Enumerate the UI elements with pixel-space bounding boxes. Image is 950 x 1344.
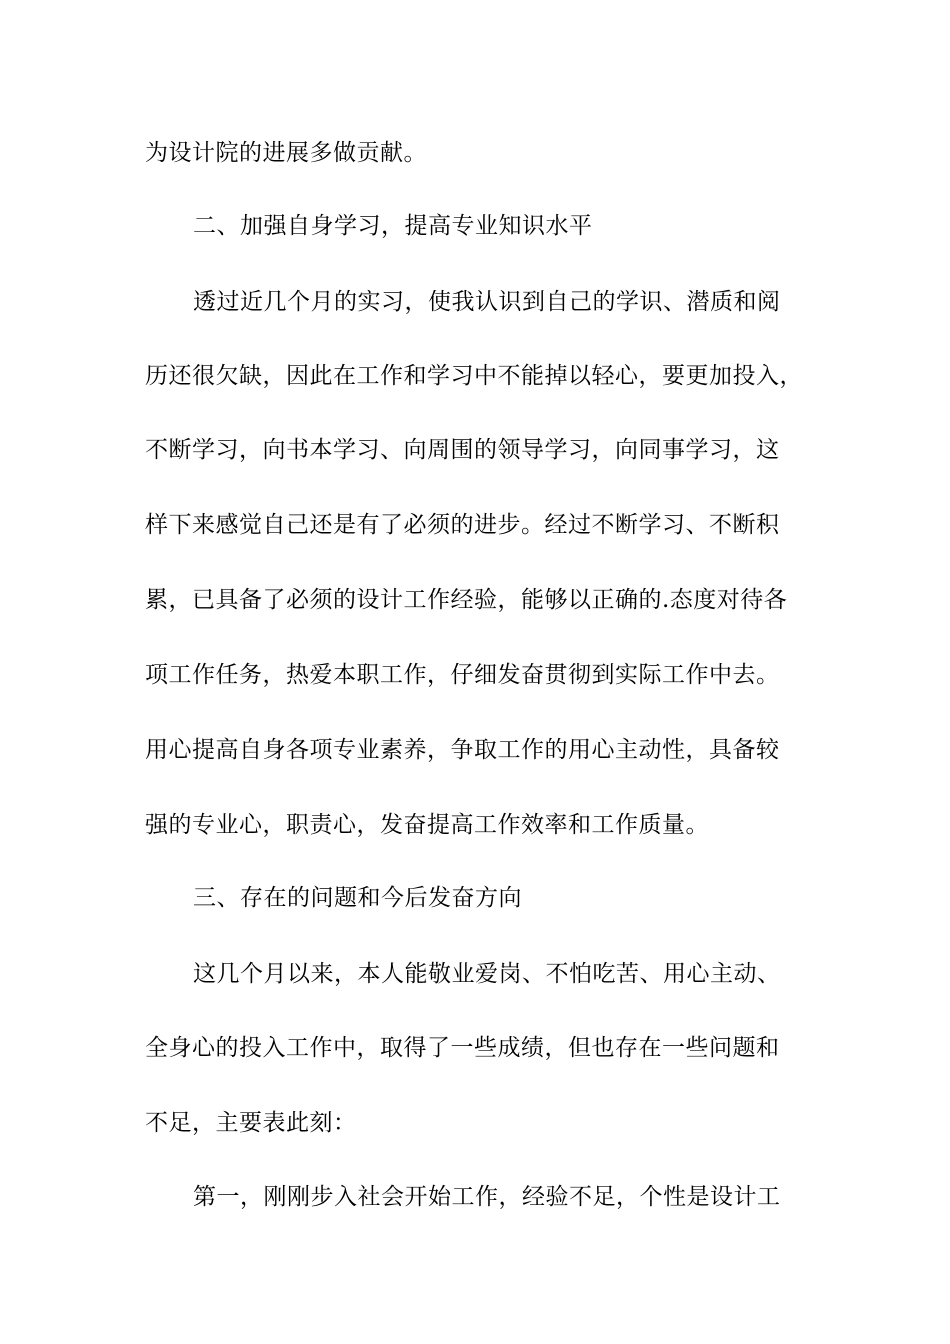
paragraph-line: 历还很欠缺，因此在工作和学习中不能掉以轻心，要更加投入， (145, 363, 803, 389)
paragraph-line: 这几个月以来，本人能敬业爱岗、不怕吃苦、用心主动、 (193, 961, 781, 987)
paragraph-line: 不断学习，向书本学习、向周围的领导学习，向同事学习，这 (145, 437, 780, 463)
paragraph-line: 项工作任务，热爱本职工作，仔细发奋贯彻到实际工作中去。 (145, 662, 780, 688)
paragraph-line: 透过近几个月的实习，使我认识到自己的学识、潜质和阅 (193, 289, 781, 315)
paragraph-line: 不足，主要表此刻： (145, 1110, 357, 1136)
paragraph-line: 第一，刚刚步入社会开始工作，经验不足，个性是设计工 (193, 1184, 781, 1210)
paragraph-line: 样下来感觉自己还是有了必须的进步。经过不断学习、不断积 (145, 512, 780, 538)
paragraph-line: 强的专业心，职责心，发奋提高工作效率和工作质量。 (145, 812, 709, 838)
section-heading-3: 三、存在的问题和今后发奋方向 (193, 885, 522, 911)
paragraph-line: 全身心的投入工作中，取得了一些成绩，但也存在一些问题和 (145, 1035, 780, 1061)
section-heading-2: 二、加强自身学习，提高专业知识水平 (193, 213, 593, 239)
paragraph-line: 用心提高自身各项专业素养，争取工作的用心主动性，具备较 (145, 737, 780, 763)
paragraph-line: 累，已具备了必须的设计工作经验，能够以正确的.态度对待各 (145, 587, 788, 613)
paragraph-continuation-line: 为设计院的进展多做贡献。 (145, 140, 427, 166)
